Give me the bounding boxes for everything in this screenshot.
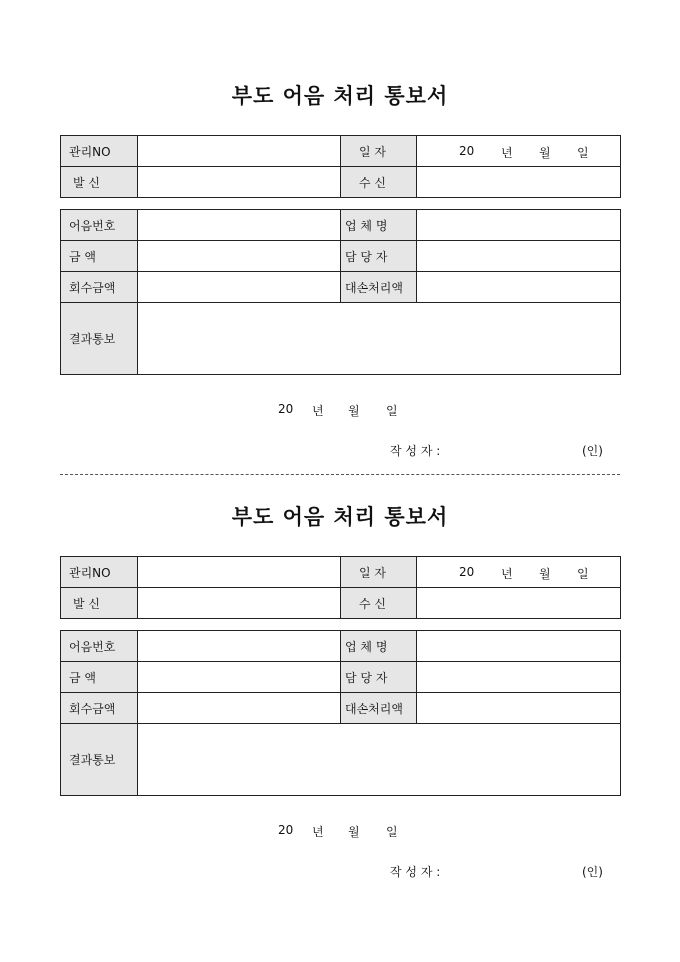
receiver-field[interactable] xyxy=(417,167,621,198)
label-date: 일 자 xyxy=(341,136,417,167)
footer-date: 20 년 월 일 xyxy=(278,402,398,418)
label-manage-no: 관리NO xyxy=(61,136,138,167)
label-result-notice: 결과통보 xyxy=(61,303,138,375)
note-number-field[interactable] xyxy=(138,631,341,662)
detail-table xyxy=(60,209,621,375)
label-person-in-charge: 담 당 자 xyxy=(341,241,417,272)
amount-field[interactable] xyxy=(138,241,341,272)
cut-line xyxy=(60,474,620,475)
writer-label: 작 성 자 : xyxy=(390,865,441,879)
label-note-number: 어음번호 xyxy=(61,631,138,662)
label-amount: 금 액 xyxy=(61,241,138,272)
recovered-amount-field[interactable] xyxy=(138,272,341,303)
result-notice-field[interactable] xyxy=(138,724,621,796)
company-name-field[interactable] xyxy=(417,631,621,662)
manage-no-field[interactable] xyxy=(138,557,341,588)
sender-field[interactable] xyxy=(138,588,341,619)
note-number-field[interactable] xyxy=(138,210,341,241)
label-company-name: 업 체 명 xyxy=(341,631,417,662)
label-recovered-amount: 회수금액 xyxy=(61,693,138,724)
label-date: 일 자 xyxy=(341,557,417,588)
label-person-in-charge: 담 당 자 xyxy=(341,662,417,693)
company-name-field[interactable] xyxy=(417,210,621,241)
footer-date: 20 년 월 일 xyxy=(278,823,398,839)
label-bad-debt-amount: 대손처리액 xyxy=(341,693,417,724)
label-sender: 발 신 xyxy=(61,588,138,619)
label-company-name: 업 체 명 xyxy=(341,210,417,241)
person-in-charge-field[interactable] xyxy=(417,241,621,272)
date-field[interactable]: 20 년 월 일 xyxy=(417,136,621,167)
label-amount: 금 액 xyxy=(61,662,138,693)
recovered-amount-field[interactable] xyxy=(138,693,341,724)
amount-field[interactable] xyxy=(138,662,341,693)
label-result-notice: 결과통보 xyxy=(61,724,138,796)
label-note-number: 어음번호 xyxy=(61,210,138,241)
label-manage-no: 관리NO xyxy=(61,557,138,588)
person-in-charge-field[interactable] xyxy=(417,662,621,693)
label-receiver: 수 신 xyxy=(341,588,417,619)
date-field[interactable]: 20 년 월 일 xyxy=(417,557,621,588)
label-sender: 발 신 xyxy=(61,167,138,198)
sender-field[interactable] xyxy=(138,167,341,198)
bad-debt-amount-field[interactable] xyxy=(417,272,621,303)
bad-debt-amount-field[interactable] xyxy=(417,693,621,724)
seal-mark: (인) xyxy=(582,444,603,458)
label-recovered-amount: 회수금액 xyxy=(61,272,138,303)
form-title: 부도 어음 처리 통보서 xyxy=(231,83,449,108)
writer-label: 작 성 자 : xyxy=(390,444,441,458)
manage-no-field[interactable] xyxy=(138,136,341,167)
header-table xyxy=(60,135,621,198)
label-bad-debt-amount: 대손처리액 xyxy=(341,272,417,303)
detail-table xyxy=(60,630,621,796)
result-notice-field[interactable] xyxy=(138,303,621,375)
seal-mark: (인) xyxy=(582,865,603,879)
label-receiver: 수 신 xyxy=(341,167,417,198)
form-title: 부도 어음 처리 통보서 xyxy=(231,504,449,529)
receiver-field[interactable] xyxy=(417,588,621,619)
header-table xyxy=(60,556,621,619)
